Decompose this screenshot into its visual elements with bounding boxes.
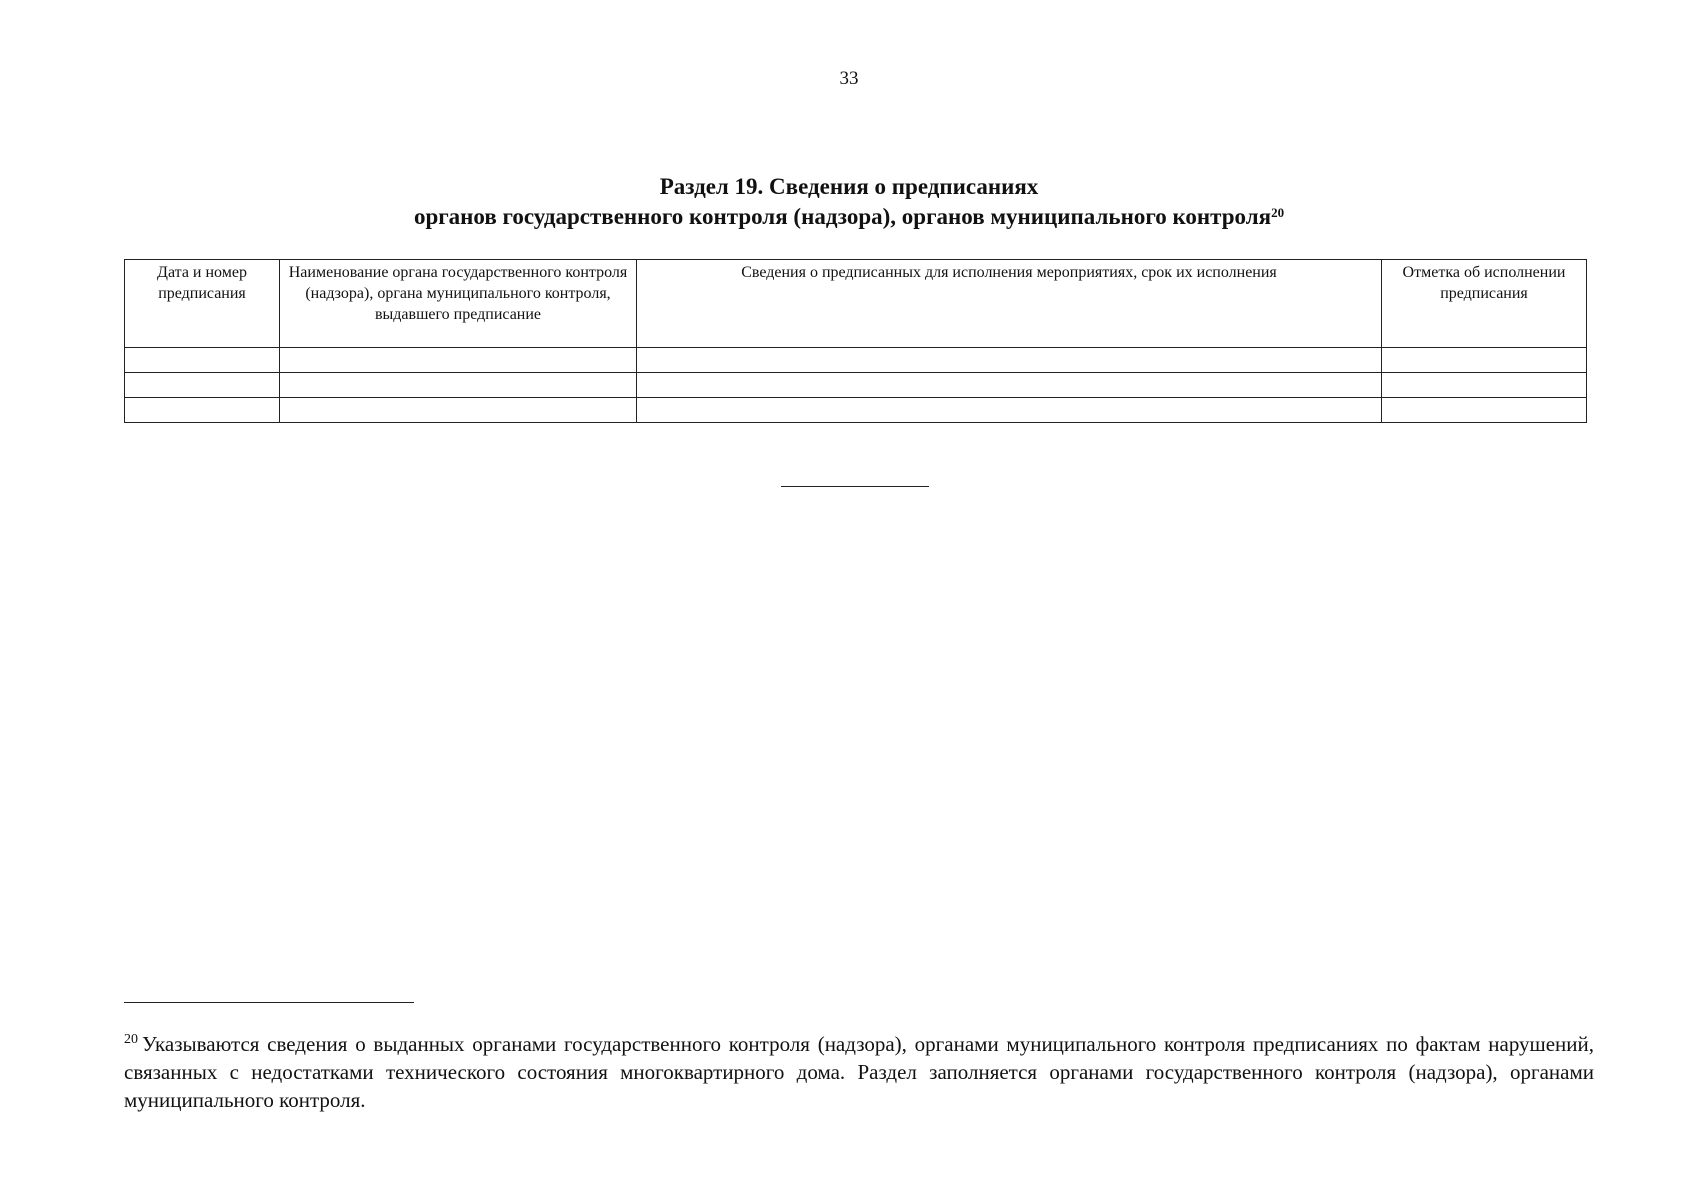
header-authority-name: Наименование органа государственного контроля (надзора), органа муниципального контроля, выдавшего предписание	[280, 260, 637, 348]
footnote-text: Указываются сведения о выданных органами государственного контроля (надзора), органами муниципального контроля предписаниях по фактам нарушений, связанных с недостатками технического состояния многоквартирного дома. Раздел заполняется органами государственного контроля (надзора), органами муниципального контроля.	[124, 1032, 1594, 1112]
section-end-divider	[781, 486, 929, 487]
table-row	[125, 348, 1587, 373]
table-cell[interactable]	[125, 398, 280, 423]
table-cell[interactable]	[637, 398, 1382, 423]
table-cell[interactable]	[280, 348, 637, 373]
table-cell[interactable]	[1382, 398, 1587, 423]
header-date-number: Дата и номер предписания	[125, 260, 280, 348]
table-cell[interactable]	[1382, 348, 1587, 373]
section-title	[0, 172, 1698, 232]
table-cell[interactable]	[125, 348, 280, 373]
footnote-mark: 20	[124, 1032, 138, 1047]
table-cell[interactable]	[125, 373, 280, 398]
page-number: 33	[839, 68, 859, 89]
section-title-line2-text: органов государственного контроля (надзора), органов муниципального контроля	[413, 204, 1272, 229]
table-cell[interactable]	[637, 348, 1382, 373]
section-title-line1: Раздел 19. Сведения о предписаниях	[659, 174, 1039, 199]
title-footnote-mark: 20	[1271, 205, 1285, 220]
section-title-line2	[0, 202, 1698, 232]
header-measures-deadline: Сведения о предписанных для исполнения мероприятиях, срок их исполнения	[637, 260, 1382, 348]
header-execution-mark: Отметка об исполнении предписания	[1382, 260, 1587, 348]
table-cell[interactable]	[1382, 373, 1587, 398]
table-cell[interactable]	[280, 373, 637, 398]
table-cell[interactable]	[637, 373, 1382, 398]
footnote	[124, 1030, 1594, 1114]
footnote-divider	[124, 1002, 414, 1003]
prescriptions-table	[124, 259, 1587, 423]
table-row	[125, 398, 1587, 423]
table-row	[125, 373, 1587, 398]
table-header-row	[125, 260, 1587, 348]
table-cell[interactable]	[280, 398, 637, 423]
